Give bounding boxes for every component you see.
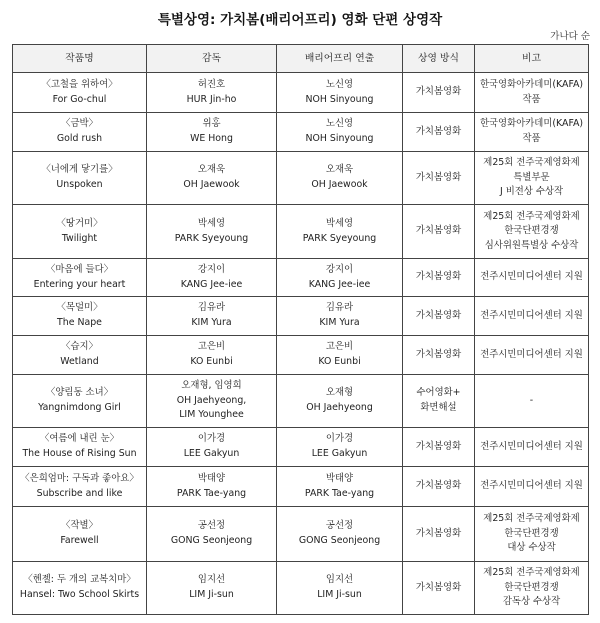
title-korean: 〈마음에 들다〉 xyxy=(45,263,113,275)
note-line: J 비전상 수상작 xyxy=(499,186,564,198)
table-row xyxy=(13,336,589,375)
cell-director xyxy=(147,205,277,259)
director-english: LEE Gakyun xyxy=(183,448,240,459)
bf-director-english: KO Eunbi xyxy=(318,356,361,367)
title-korean: 〈고철을 위하여〉 xyxy=(41,78,118,90)
table-row xyxy=(13,507,589,562)
header-screening-method: 상영 방식 xyxy=(403,45,475,73)
method-line: 가치봄영화 xyxy=(415,225,462,237)
cell-note xyxy=(475,375,589,428)
director-korean: 박태양 xyxy=(197,472,226,484)
cell-title xyxy=(13,113,147,152)
cell-method xyxy=(403,297,475,336)
bf-director-english: OH Jaewook xyxy=(311,179,368,190)
director-english: KANG Jee-iee xyxy=(180,278,243,290)
cell-title xyxy=(13,73,147,113)
director-korean: 이가경 xyxy=(197,433,226,445)
title-english: Wetland xyxy=(60,356,99,367)
note-line: 제25회 전주국제영화제 xyxy=(483,513,580,525)
bf-director-english: PARK Syeyoung xyxy=(302,232,377,244)
bf-director-korean: 임지선 xyxy=(325,574,354,586)
director-korean: 공선정 xyxy=(197,520,226,532)
cell-method xyxy=(403,562,475,615)
director-english: LIM Ji-sun xyxy=(189,589,234,600)
header-note: 비고 xyxy=(475,45,589,73)
note-line: 특별부문 xyxy=(513,171,550,183)
director-english: PARK Tae-yang xyxy=(176,487,247,499)
table-row xyxy=(13,467,589,507)
cell-title xyxy=(13,507,147,562)
cell-title xyxy=(13,467,147,507)
cell-note xyxy=(475,507,589,562)
director-korean: 박세영 xyxy=(197,217,226,229)
title-english: Subscribe and like xyxy=(36,487,123,499)
director-korean: 김유라 xyxy=(197,302,226,314)
note-line: 전주시민미디어센터 지원 xyxy=(480,309,583,321)
header-director: 감독 xyxy=(147,45,277,73)
title-english: Farewell xyxy=(60,535,99,546)
cell-bf-director xyxy=(277,375,403,428)
note-line: 작품 xyxy=(522,93,541,105)
bf-director-korean: 공선정 xyxy=(325,520,354,532)
cell-director xyxy=(147,73,277,113)
director-line: OH Jaehyeong, xyxy=(176,394,247,406)
bf-director-korean: 이가경 xyxy=(325,433,354,445)
note-line: 전주시민미디어센터 지원 xyxy=(480,271,583,283)
cell-title xyxy=(13,336,147,375)
bf-director-korean: 오재욱 xyxy=(325,164,354,176)
cell-director xyxy=(147,297,277,336)
director-korean: 임지선 xyxy=(197,574,226,586)
cell-method xyxy=(403,428,475,467)
table-row xyxy=(13,562,589,615)
bf-director-korean: 오재형 xyxy=(325,387,354,399)
title-english: Hansel: Two School Skirts xyxy=(19,589,140,600)
note-line: 전주시민미디어센터 지원 xyxy=(480,440,583,452)
director-english: KIM Yura xyxy=(191,317,232,328)
table-row xyxy=(13,375,589,428)
title-english: Gold rush xyxy=(56,133,103,144)
cell-method xyxy=(403,152,475,205)
cell-note xyxy=(475,562,589,615)
bf-director-korean: 박세영 xyxy=(325,217,354,229)
cell-method xyxy=(403,259,475,297)
title-korean: 〈금박〉 xyxy=(61,118,98,130)
director-korean: 고은비 xyxy=(197,341,226,353)
method-line: 가치봄영화 xyxy=(415,480,462,492)
director-korean: 강지이 xyxy=(197,263,226,275)
director-english: HUR Jin-ho xyxy=(186,93,237,105)
bf-director-english: PARK Tae-yang xyxy=(304,487,375,499)
bf-director-english: NOH Sinyoung xyxy=(305,93,374,105)
note-line: 한국단편경쟁 xyxy=(504,527,559,539)
cell-note xyxy=(475,113,589,152)
bf-director-english: LEE Gakyun xyxy=(311,448,368,459)
cell-bf-director xyxy=(277,336,403,375)
title-korean: 〈목덜미〉 xyxy=(56,302,103,314)
title-english: Unspoken xyxy=(56,179,103,190)
title-korean: 〈습지〉 xyxy=(61,341,98,353)
table-row xyxy=(13,428,589,467)
cell-note xyxy=(475,428,589,467)
method-line: 가치봄영화 xyxy=(415,348,462,360)
table-row xyxy=(13,73,589,113)
cell-method xyxy=(403,507,475,562)
bf-director-korean: 강지이 xyxy=(325,263,354,275)
cell-title xyxy=(13,375,147,428)
screening-table xyxy=(12,44,589,615)
title-korean: 〈양림동 소녀〉 xyxy=(45,387,113,399)
title-english: Twilight xyxy=(61,232,98,244)
cell-bf-director xyxy=(277,428,403,467)
method-line: 가치봄영화 xyxy=(415,581,462,593)
cell-title xyxy=(13,152,147,205)
bf-director-korean: 김유라 xyxy=(325,302,354,314)
cell-method xyxy=(403,467,475,507)
bf-director-korean: 박태양 xyxy=(325,472,354,484)
cell-bf-director xyxy=(277,507,403,562)
cell-bf-director xyxy=(277,113,403,152)
bf-director-english: NOH Sinyoung xyxy=(305,133,374,144)
note-line: 심사위원특별상 수상작 xyxy=(484,239,579,251)
cell-title xyxy=(13,297,147,336)
bf-director-english: GONG Seonjeong xyxy=(298,535,381,546)
sort-note: 가나다 순 xyxy=(550,31,590,42)
note-line: 한국단편경쟁 xyxy=(504,225,559,237)
cell-director xyxy=(147,467,277,507)
table-row xyxy=(13,297,589,336)
header-barrier-free-director: 배리어프리 연출 xyxy=(277,45,403,73)
bf-director-korean: 노신영 xyxy=(325,78,354,90)
cell-director xyxy=(147,507,277,562)
title-korean: 〈작별〉 xyxy=(61,520,98,532)
method-line: 수어영화+ xyxy=(416,387,461,399)
title-english: Yangnimdong Girl xyxy=(38,402,121,413)
director-line: 오재형, 임영희 xyxy=(181,380,242,392)
note-line: 작품 xyxy=(522,133,541,144)
bf-director-korean: 고은비 xyxy=(325,341,354,353)
cell-bf-director xyxy=(277,205,403,259)
title-korean: 〈헨젤: 두 개의 교복치마〉 xyxy=(23,574,136,586)
cell-title xyxy=(13,428,147,467)
cell-director xyxy=(147,152,277,205)
cell-note xyxy=(475,336,589,375)
cell-title xyxy=(13,562,147,615)
title-korean: 〈여름에 내린 눈〉 xyxy=(39,433,120,445)
cell-bf-director xyxy=(277,259,403,297)
director-english: PARK Syeyoung xyxy=(174,232,249,244)
table-row xyxy=(13,205,589,259)
cell-note xyxy=(475,297,589,336)
note-line: 제25회 전주국제영화제 xyxy=(483,157,580,169)
cell-director xyxy=(147,428,277,467)
method-line: 가치봄영화 xyxy=(415,527,462,539)
method-line: 가치봄영화 xyxy=(415,171,462,183)
note-line: 감독상 수상작 xyxy=(502,596,561,608)
title-english: The Nape xyxy=(57,317,102,328)
note-line: 전주시민미디어센터 지원 xyxy=(480,480,583,492)
header-title: 작품명 xyxy=(13,45,147,73)
cell-director xyxy=(147,562,277,615)
table-row xyxy=(13,259,589,297)
bf-director-english: KIM Yura xyxy=(319,317,360,328)
bf-director-english: OH Jaehyeong xyxy=(306,402,373,413)
cell-method xyxy=(403,73,475,113)
method-line: 가치봄영화 xyxy=(415,271,462,283)
bf-director-korean: 노신영 xyxy=(325,118,354,130)
note-line: 한국영화아카데미(KAFA) xyxy=(479,118,584,130)
cell-director xyxy=(147,375,277,428)
cell-bf-director xyxy=(277,562,403,615)
cell-director xyxy=(147,259,277,297)
title-english: The House of Rising Sun xyxy=(22,448,137,459)
note-line: - xyxy=(529,394,534,406)
method-line: 가치봄영화 xyxy=(415,440,462,452)
cell-director xyxy=(147,336,277,375)
cell-director xyxy=(147,113,277,152)
note-line: 한국영화아카데미(KAFA) xyxy=(479,78,584,90)
method-line: 가치봄영화 xyxy=(415,125,462,137)
director-korean: 위홍 xyxy=(202,118,221,130)
cell-note xyxy=(475,73,589,113)
note-line: 한국단편경쟁 xyxy=(504,581,559,593)
cell-title xyxy=(13,259,147,297)
cell-method xyxy=(403,375,475,428)
director-korean: 오재욱 xyxy=(197,164,226,176)
director-english: GONG Seonjeong xyxy=(170,535,253,546)
title-english: Entering your heart xyxy=(33,278,126,290)
bf-director-english: KANG Jee-iee xyxy=(308,278,371,290)
cell-method xyxy=(403,113,475,152)
cell-method xyxy=(403,205,475,259)
cell-note xyxy=(475,152,589,205)
director-english: OH Jaewook xyxy=(183,179,240,190)
cell-bf-director xyxy=(277,467,403,507)
table-header-row xyxy=(13,45,589,73)
note-line: 전주시민미디어센터 지원 xyxy=(480,348,583,360)
cell-note xyxy=(475,259,589,297)
director-english: KO Eunbi xyxy=(190,356,233,367)
director-english: WE Hong xyxy=(190,133,233,144)
title-english: For Go-chul xyxy=(52,93,107,105)
table-row xyxy=(13,113,589,152)
director-korean: 허진호 xyxy=(197,78,226,90)
bf-director-english: LIM Ji-sun xyxy=(317,589,362,600)
title-korean: 〈은희엄마: 구독과 좋아요〉 xyxy=(20,472,139,484)
title-korean: 〈너에게 닿기를〉 xyxy=(41,164,118,176)
cell-note xyxy=(475,467,589,507)
cell-bf-director xyxy=(277,297,403,336)
note-line: 제25회 전주국제영화제 xyxy=(483,567,580,579)
cell-note xyxy=(475,205,589,259)
note-line: 제25회 전주국제영화제 xyxy=(483,210,580,222)
method-line: 가치봄영화 xyxy=(415,309,462,321)
cell-method xyxy=(403,336,475,375)
table-row xyxy=(13,152,589,205)
cell-bf-director xyxy=(277,152,403,205)
method-line: 가치봄영화 xyxy=(415,86,462,98)
director-line: LIM Younghee xyxy=(179,409,244,421)
page-title: 특별상영: 가치봄(배리어프리) 영화 단편 상영작 xyxy=(157,12,443,28)
title-korean: 〈땅거미〉 xyxy=(56,217,103,229)
cell-title xyxy=(13,205,147,259)
cell-bf-director xyxy=(277,73,403,113)
note-line: 대상 수상작 xyxy=(507,542,556,554)
method-line: 화면해설 xyxy=(420,402,457,413)
